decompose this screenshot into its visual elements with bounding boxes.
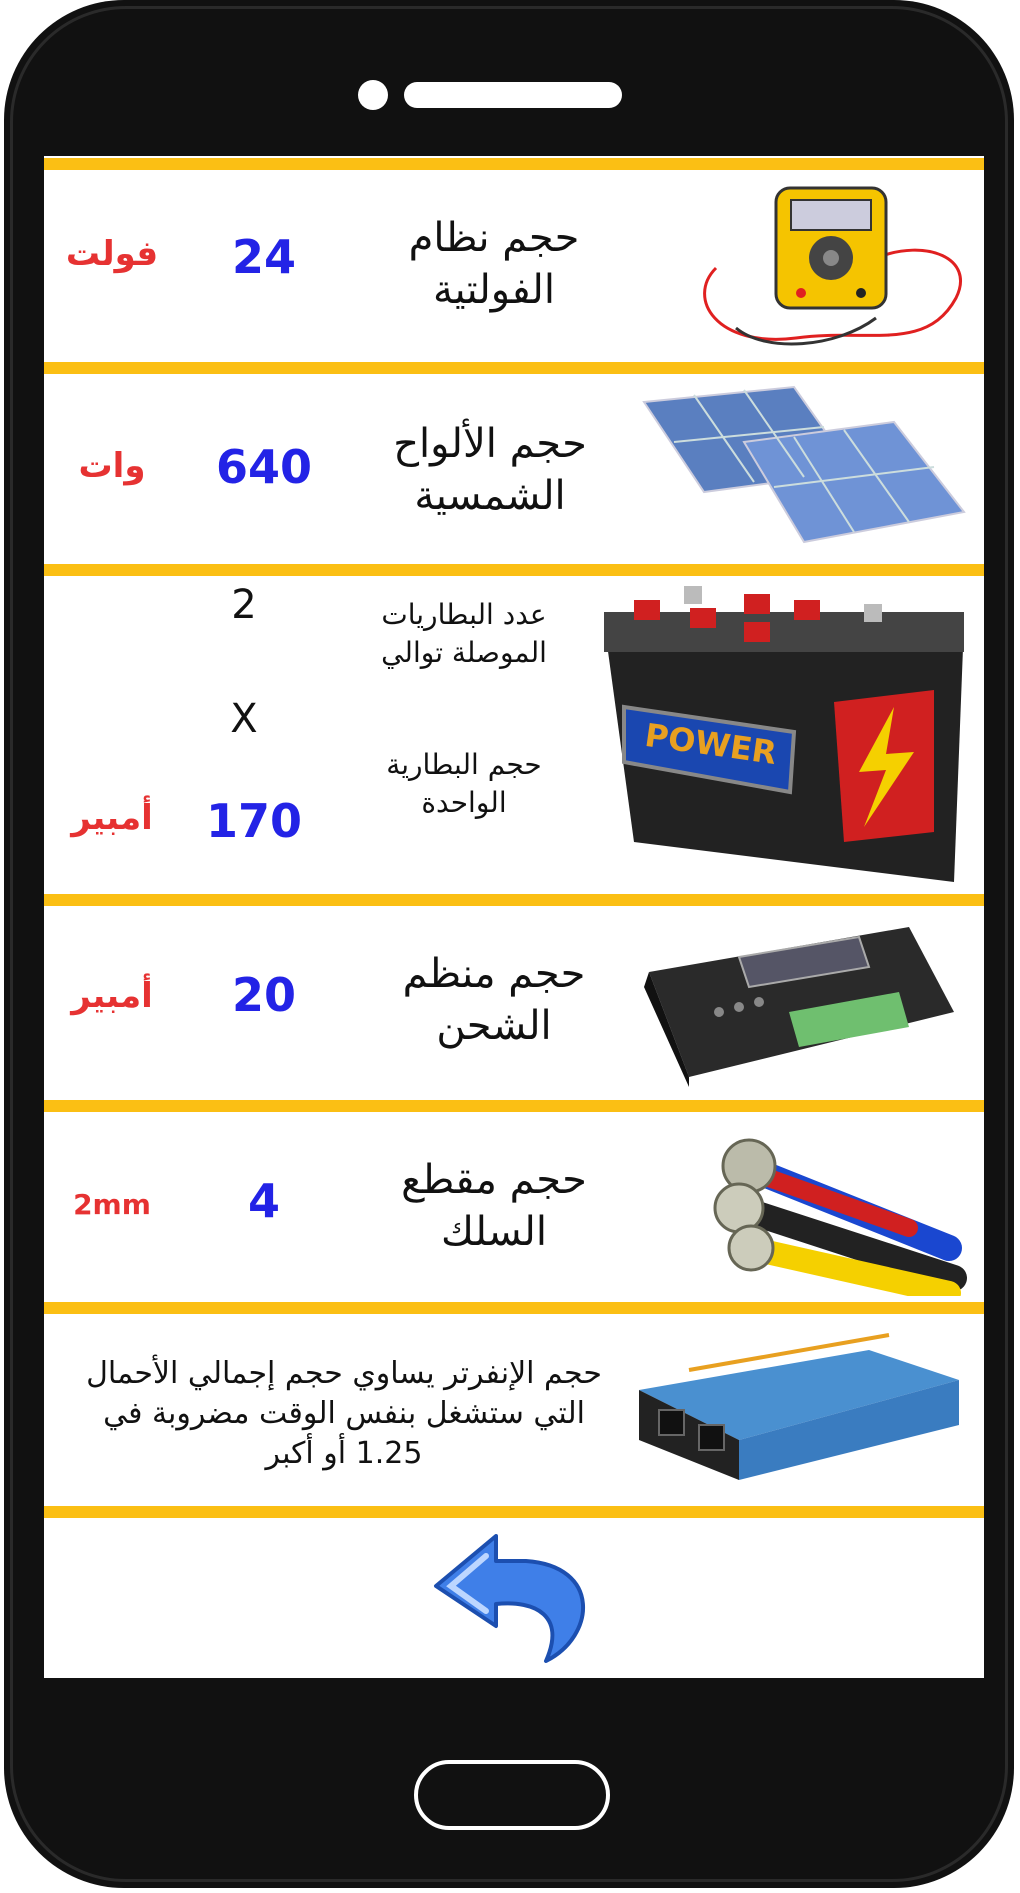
cable-row <box>44 1112 984 1302</box>
cable-value: 4 <box>247 1174 280 1228</box>
voltage-label: حجم نظام الفولتية <box>408 215 580 313</box>
camera-icon <box>358 80 388 110</box>
panels-label: حجم الألواح الشمسية <box>393 421 587 519</box>
voltage-row <box>44 170 984 362</box>
separator <box>44 1100 984 1112</box>
inverter-row <box>44 1314 984 1506</box>
controller-label: حجم منظم الشحن <box>402 951 586 1049</box>
battery-size-label: حجم البطارية الواحدة <box>386 748 542 819</box>
inverter-icon <box>629 1330 969 1495</box>
controller-value: 20 <box>231 968 296 1022</box>
panels-value: 640 <box>215 440 313 494</box>
charge-controller-icon <box>629 912 969 1097</box>
controller-unit: أمبير <box>71 976 153 1016</box>
voltage-value: 24 <box>231 230 296 284</box>
panels-row <box>44 374 984 564</box>
controller-row <box>44 906 984 1100</box>
separator <box>44 894 984 906</box>
cable-label: حجم مقطع السلك <box>401 1157 587 1255</box>
solar-panel-icon <box>634 382 974 557</box>
times-sign: X <box>230 696 258 742</box>
home-button[interactable] <box>414 1760 610 1830</box>
battery-count: 2 <box>231 582 257 628</box>
battery-icon <box>594 582 974 888</box>
separator <box>44 1302 984 1314</box>
inverter-note: حجم الإنفرتر يساوي حجم إجمالي الأحمال التي ستشغل بنفس الوقت مضروبة في 1.25 أو أكبر <box>86 1356 602 1471</box>
separator <box>44 158 984 170</box>
battery-count-label: عدد البطاريات الموصلة توالي <box>381 598 547 669</box>
panels-unit: وات <box>78 446 146 486</box>
back-arrow-icon[interactable] <box>426 1526 606 1676</box>
cable-icon <box>709 1118 979 1296</box>
battery-row <box>44 576 984 894</box>
battery-unit: أمبير <box>71 798 153 838</box>
cable-unit: 2mm <box>73 1188 151 1221</box>
battery-size: 170 <box>205 794 303 848</box>
separator <box>44 1506 984 1518</box>
app-screen <box>44 156 984 1678</box>
svg-text:POWER: POWER <box>642 715 779 772</box>
separator <box>44 362 984 374</box>
separator <box>44 564 984 576</box>
multimeter-icon <box>676 178 976 358</box>
speaker-grille <box>404 82 622 108</box>
phone-frame <box>4 0 1014 1888</box>
voltage-unit: فولت <box>65 234 159 274</box>
